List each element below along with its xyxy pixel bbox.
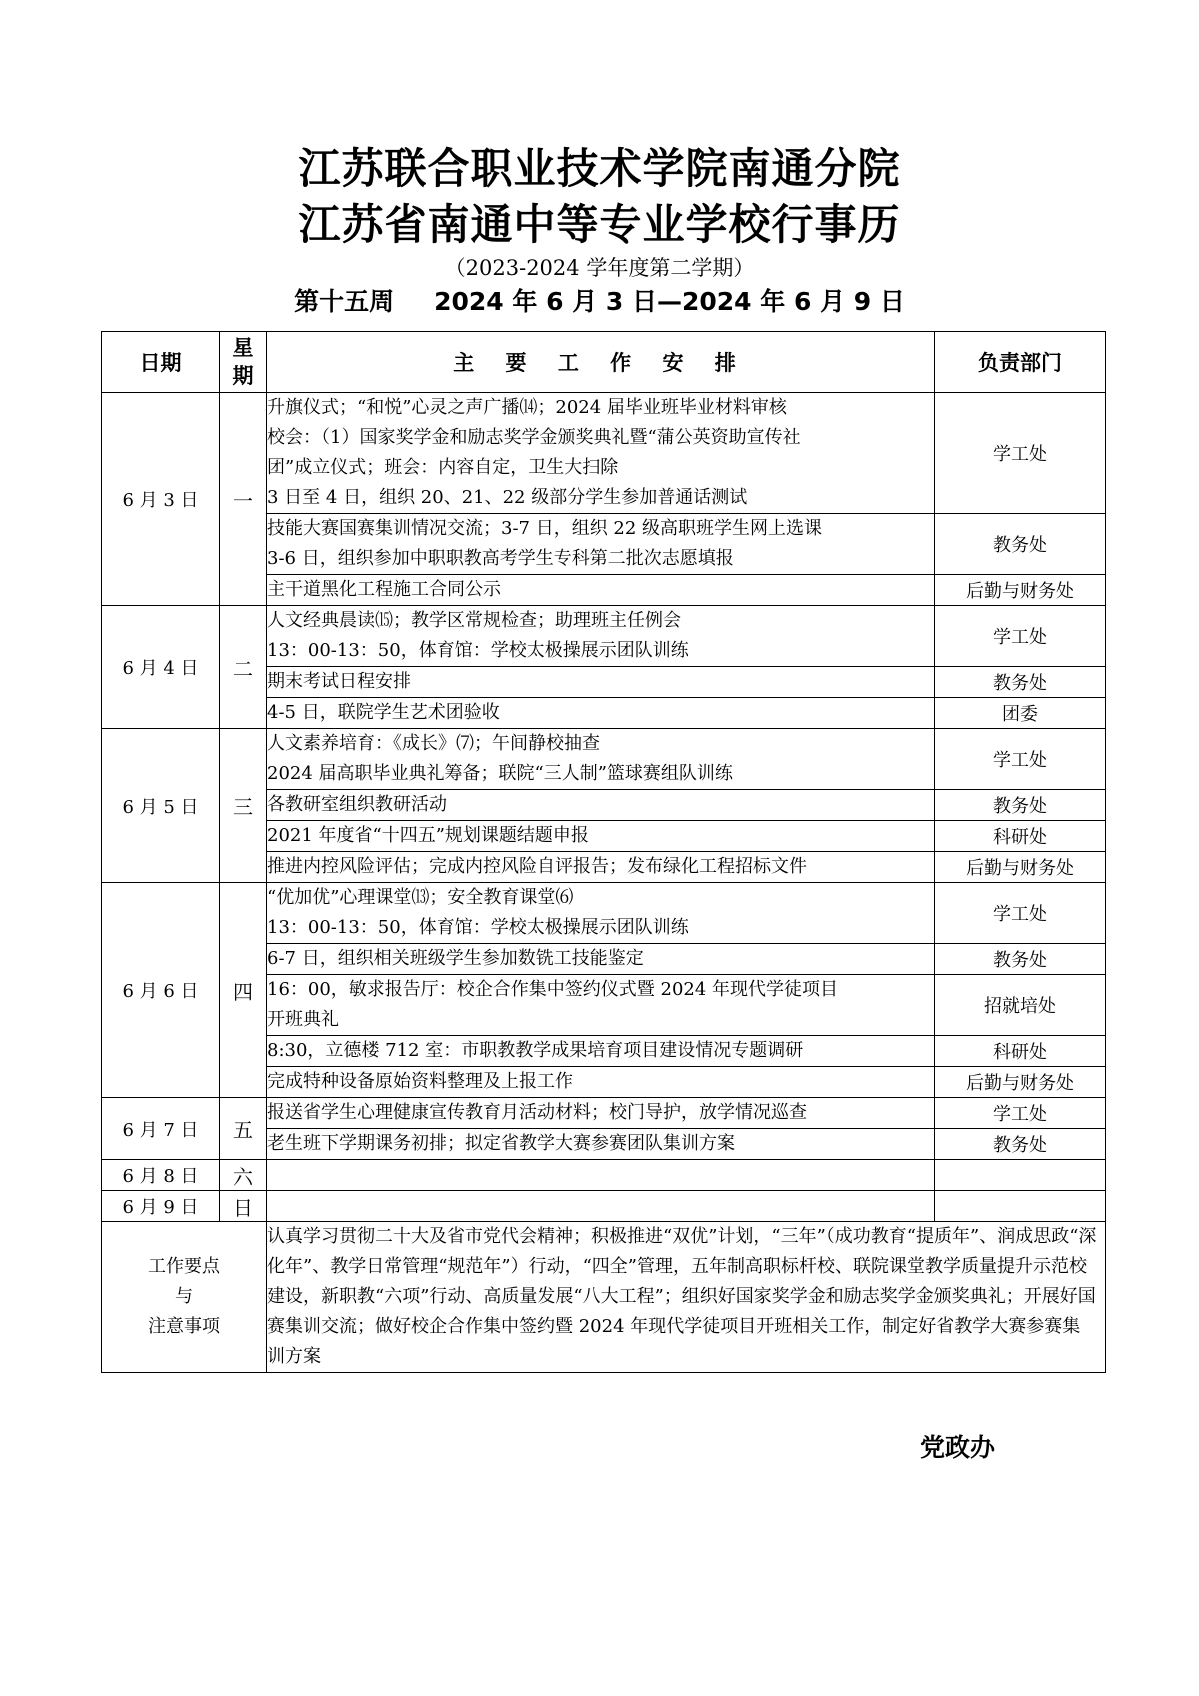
responsible-department: 学工处 bbox=[935, 393, 1106, 514]
responsible-department: 教务处 bbox=[935, 944, 1106, 975]
work-items bbox=[267, 852, 935, 883]
work-line: 3 日至 4 日，组织 20、21、22 级部分学生参加普通话测试 bbox=[267, 487, 748, 508]
work-line: “优加优”心理课堂⒀；安全教育课堂⑹ bbox=[267, 887, 574, 908]
header-main-work: 主 要 工 作 安 排 bbox=[267, 332, 935, 393]
day-date: 6 月 9 日 bbox=[102, 1191, 220, 1222]
notes-row bbox=[102, 1222, 1106, 1373]
work-items bbox=[267, 790, 935, 821]
day-weekday: 日 bbox=[220, 1191, 267, 1222]
semester-subtitle: （2023-2024 学年度第二学期） bbox=[444, 256, 755, 280]
work-line: 6-7 日，组织相关班级学生参加数铣工技能鉴定 bbox=[267, 948, 644, 969]
work-line: 校会：（1）国家奖学金和励志奖学金颁奖典礼暨“蒲公英资助宣传社 bbox=[267, 427, 801, 448]
work-items bbox=[267, 1098, 935, 1129]
table-row bbox=[102, 729, 1106, 790]
responsible-department bbox=[935, 1191, 1106, 1222]
work-items bbox=[267, 1191, 935, 1222]
work-items bbox=[267, 821, 935, 852]
title-line-1: 江苏联合职业技术学院南通分院 bbox=[298, 144, 901, 193]
week-heading bbox=[0, 285, 1199, 319]
work-items bbox=[267, 975, 935, 1036]
work-line: 各教研室组织教研活动 bbox=[267, 794, 447, 815]
work-items bbox=[267, 514, 935, 575]
week-label: 第十五周 bbox=[294, 287, 395, 316]
notes-label: 工作要点 与 注意事项 bbox=[102, 1222, 267, 1373]
responsible-department: 学工处 bbox=[935, 883, 1106, 944]
responsible-department: 教务处 bbox=[935, 1129, 1106, 1160]
responsible-department bbox=[935, 1160, 1106, 1191]
work-line-empty bbox=[267, 1191, 934, 1221]
responsible-department: 学工处 bbox=[935, 606, 1106, 667]
work-line: 老生班下学期课务初排；拟定省教学大赛参赛团队集训方案 bbox=[267, 1133, 735, 1154]
work-line: 技能大赛国赛集训情况交流；3-7 日，组织 22 级高职班学生网上选课 bbox=[267, 518, 823, 539]
work-items bbox=[267, 729, 935, 790]
responsible-department: 后勤与财务处 bbox=[935, 852, 1106, 883]
work-items bbox=[267, 944, 935, 975]
work-line: 完成特种设备原始资料整理及上报工作 bbox=[267, 1071, 573, 1092]
responsible-department: 科研处 bbox=[935, 1036, 1106, 1067]
day-weekday: 一 bbox=[220, 393, 267, 606]
responsible-department: 学工处 bbox=[935, 1098, 1106, 1129]
schedule-table bbox=[101, 331, 1106, 1373]
day-weekday: 五 bbox=[220, 1098, 267, 1160]
day-date: 6 月 8 日 bbox=[102, 1160, 220, 1191]
responsible-department: 后勤与财务处 bbox=[935, 575, 1106, 606]
work-items bbox=[267, 1129, 935, 1160]
work-items bbox=[267, 698, 935, 729]
table-row bbox=[102, 393, 1106, 514]
work-line: 报送省学生心理健康宣传教育月活动材料；校门导护，放学情况巡查 bbox=[267, 1102, 807, 1123]
work-line: 推进内控风险评估；完成内控风险自评报告；发布绿化工程招标文件 bbox=[267, 856, 807, 877]
table-row bbox=[102, 1191, 1106, 1222]
header-row bbox=[102, 332, 1106, 393]
work-line: 2024 届高职毕业典礼筹备；联院“三人制”篮球赛组队训练 bbox=[267, 763, 733, 784]
work-line: 主干道黑化工程施工合同公示 bbox=[267, 579, 501, 600]
responsible-department: 教务处 bbox=[935, 667, 1106, 698]
work-line: 8:30，立德楼 712 室：市职教教学成果培育项目建设情况专题调研 bbox=[267, 1040, 804, 1061]
responsible-department: 教务处 bbox=[935, 790, 1106, 821]
work-line: 13：00-13：50，体育馆：学校太极操展示团队训练 bbox=[267, 917, 689, 938]
work-line: 团”成立仪式；班会：内容自定，卫生大扫除 bbox=[267, 457, 619, 478]
work-items bbox=[267, 883, 935, 944]
day-weekday: 四 bbox=[220, 883, 267, 1098]
signature: 党政办 bbox=[920, 1433, 996, 1462]
work-items bbox=[267, 1067, 935, 1098]
responsible-department: 后勤与财务处 bbox=[935, 1067, 1106, 1098]
day-date: 6 月 5 日 bbox=[102, 729, 220, 883]
work-line: 人文素养培育：《成长》⑺；午间静校抽查 bbox=[267, 733, 600, 754]
header-date: 日期 bbox=[102, 332, 220, 393]
work-line: 3-6 日，组织参加中职职教高考学生专科第二批次志愿填报 bbox=[267, 548, 734, 569]
notes-text: 认真学习贯彻二十大及省市党代会精神；积极推进“双优”计划，“三年”（成功教育“提质年”、润成思政“深化年”、教学日常管理“规范年”）行动，“四全”管理，五年制高职标杆校、联院课堂教学质量提升示范校建设，新职教“六项”行动、高质量发展“八大工程”；组织好国家奖学金和励志奖学金颁奖典礼；开展好国赛集训交流；做好校企合作集中签约暨 2024 年现代学徒项目开班相关工作，制定好省教学大赛参赛集训方案 bbox=[267, 1226, 1097, 1367]
title-line-2: 江苏省南通中等专业学校行事历 bbox=[298, 200, 901, 249]
responsible-department: 教务处 bbox=[935, 514, 1106, 575]
work-items bbox=[267, 1036, 935, 1067]
day-date: 6 月 3 日 bbox=[102, 393, 220, 606]
day-weekday: 二 bbox=[220, 606, 267, 729]
day-date: 6 月 7 日 bbox=[102, 1098, 220, 1160]
table-row bbox=[102, 1160, 1106, 1191]
day-date: 6 月 4 日 bbox=[102, 606, 220, 729]
work-line: 期末考试日程安排 bbox=[267, 671, 411, 692]
table-row bbox=[102, 606, 1106, 667]
work-line: 开班典礼 bbox=[267, 1009, 339, 1030]
responsible-department: 科研处 bbox=[935, 821, 1106, 852]
work-line: 人文经典晨读⒂；教学区常规检查；助理班主任例会 bbox=[267, 610, 681, 631]
notes-text-cell bbox=[267, 1222, 1106, 1373]
responsible-department: 团委 bbox=[935, 698, 1106, 729]
work-items bbox=[267, 1160, 935, 1191]
work-items bbox=[267, 575, 935, 606]
day-weekday: 三 bbox=[220, 729, 267, 883]
week-range: 2024 年 6 月 3 日—2024 年 6 月 9 日 bbox=[434, 287, 905, 316]
work-items bbox=[267, 393, 935, 514]
work-items bbox=[267, 667, 935, 698]
work-line-empty bbox=[267, 1160, 934, 1190]
day-weekday: 六 bbox=[220, 1160, 267, 1191]
work-line: 13：00-13：50，体育馆：学校太极操展示团队训练 bbox=[267, 640, 689, 661]
work-line: 16：00，敏求报告厅：校企合作集中签约仪式暨 2024 年现代学徒项目 bbox=[267, 979, 839, 1000]
header-department: 负责部门 bbox=[935, 332, 1106, 393]
table-row bbox=[102, 883, 1106, 944]
work-items bbox=[267, 606, 935, 667]
table-row bbox=[102, 1098, 1106, 1129]
day-date: 6 月 6 日 bbox=[102, 883, 220, 1098]
work-line: 2021 年度省“十四五”规划课题结题申报 bbox=[267, 825, 589, 846]
responsible-department: 学工处 bbox=[935, 729, 1106, 790]
work-line: 4-5 日，联院学生艺术团验收 bbox=[267, 702, 500, 723]
work-line: 升旗仪式；“和悦”心灵之声广播⒁；2024 届毕业班毕业材料审核 bbox=[267, 397, 787, 418]
responsible-department: 招就培处 bbox=[935, 975, 1106, 1036]
header-weekday: 星 期 bbox=[220, 332, 267, 393]
